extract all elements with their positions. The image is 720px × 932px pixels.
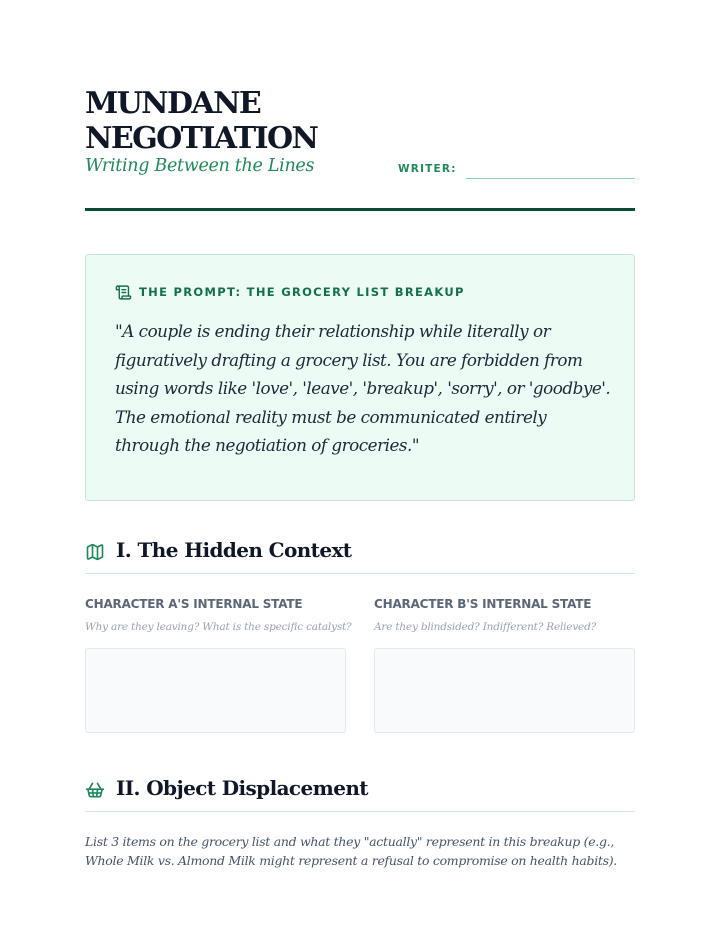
page-title [85,86,317,156]
prompt-box [85,254,635,501]
writer-label: WRITER: [398,163,457,175]
prompt-text: "A couple is ending their relationship while literally or figuratively drafting a grocery list. You are forbidden from using words like 'love', 'leave', 'breakup', 'sorry', or 'goodbye'. The emotional reality must be communicated entirely through the negotiation of groceries." [115,321,611,456]
section-title-object-displacement: II. Object Displacement [116,776,368,800]
title-line-2: NEGOTIATION [85,121,318,156]
section-title-hidden-context: I. The Hidden Context [116,538,352,562]
writer-field[interactable] [466,178,635,179]
character-a-label: CHARACTER A'S INTERNAL STATE [85,597,303,611]
section-divider [85,811,635,812]
section-divider [85,573,635,574]
title-line-1: MUNDANE [85,86,261,121]
page-subtitle: Writing Between the Lines [85,156,315,176]
map-icon [85,542,105,562]
character-b-label: CHARACTER B'S INTERNAL STATE [374,597,592,611]
basket-icon [85,780,105,800]
character-a-hint: Why are they leaving? What is the specific catalyst? [85,621,352,633]
character-b-hint: Are they blindsided? Indifferent? Relieved? [374,621,597,633]
section-instructions: List 3 items on the grocery list and what they "actually" represent in this breakup (e.g., Whole Milk vs. Almond Milk might represent a refusal to compromise on health habits). [85,834,617,868]
prompt-label: THE PROMPT: THE GROCERY LIST BREAKUP [139,285,465,299]
scroll-icon [115,284,132,301]
character-b-answer-box[interactable] [374,648,635,733]
character-a-answer-box[interactable] [85,648,346,733]
header-divider [85,208,635,211]
